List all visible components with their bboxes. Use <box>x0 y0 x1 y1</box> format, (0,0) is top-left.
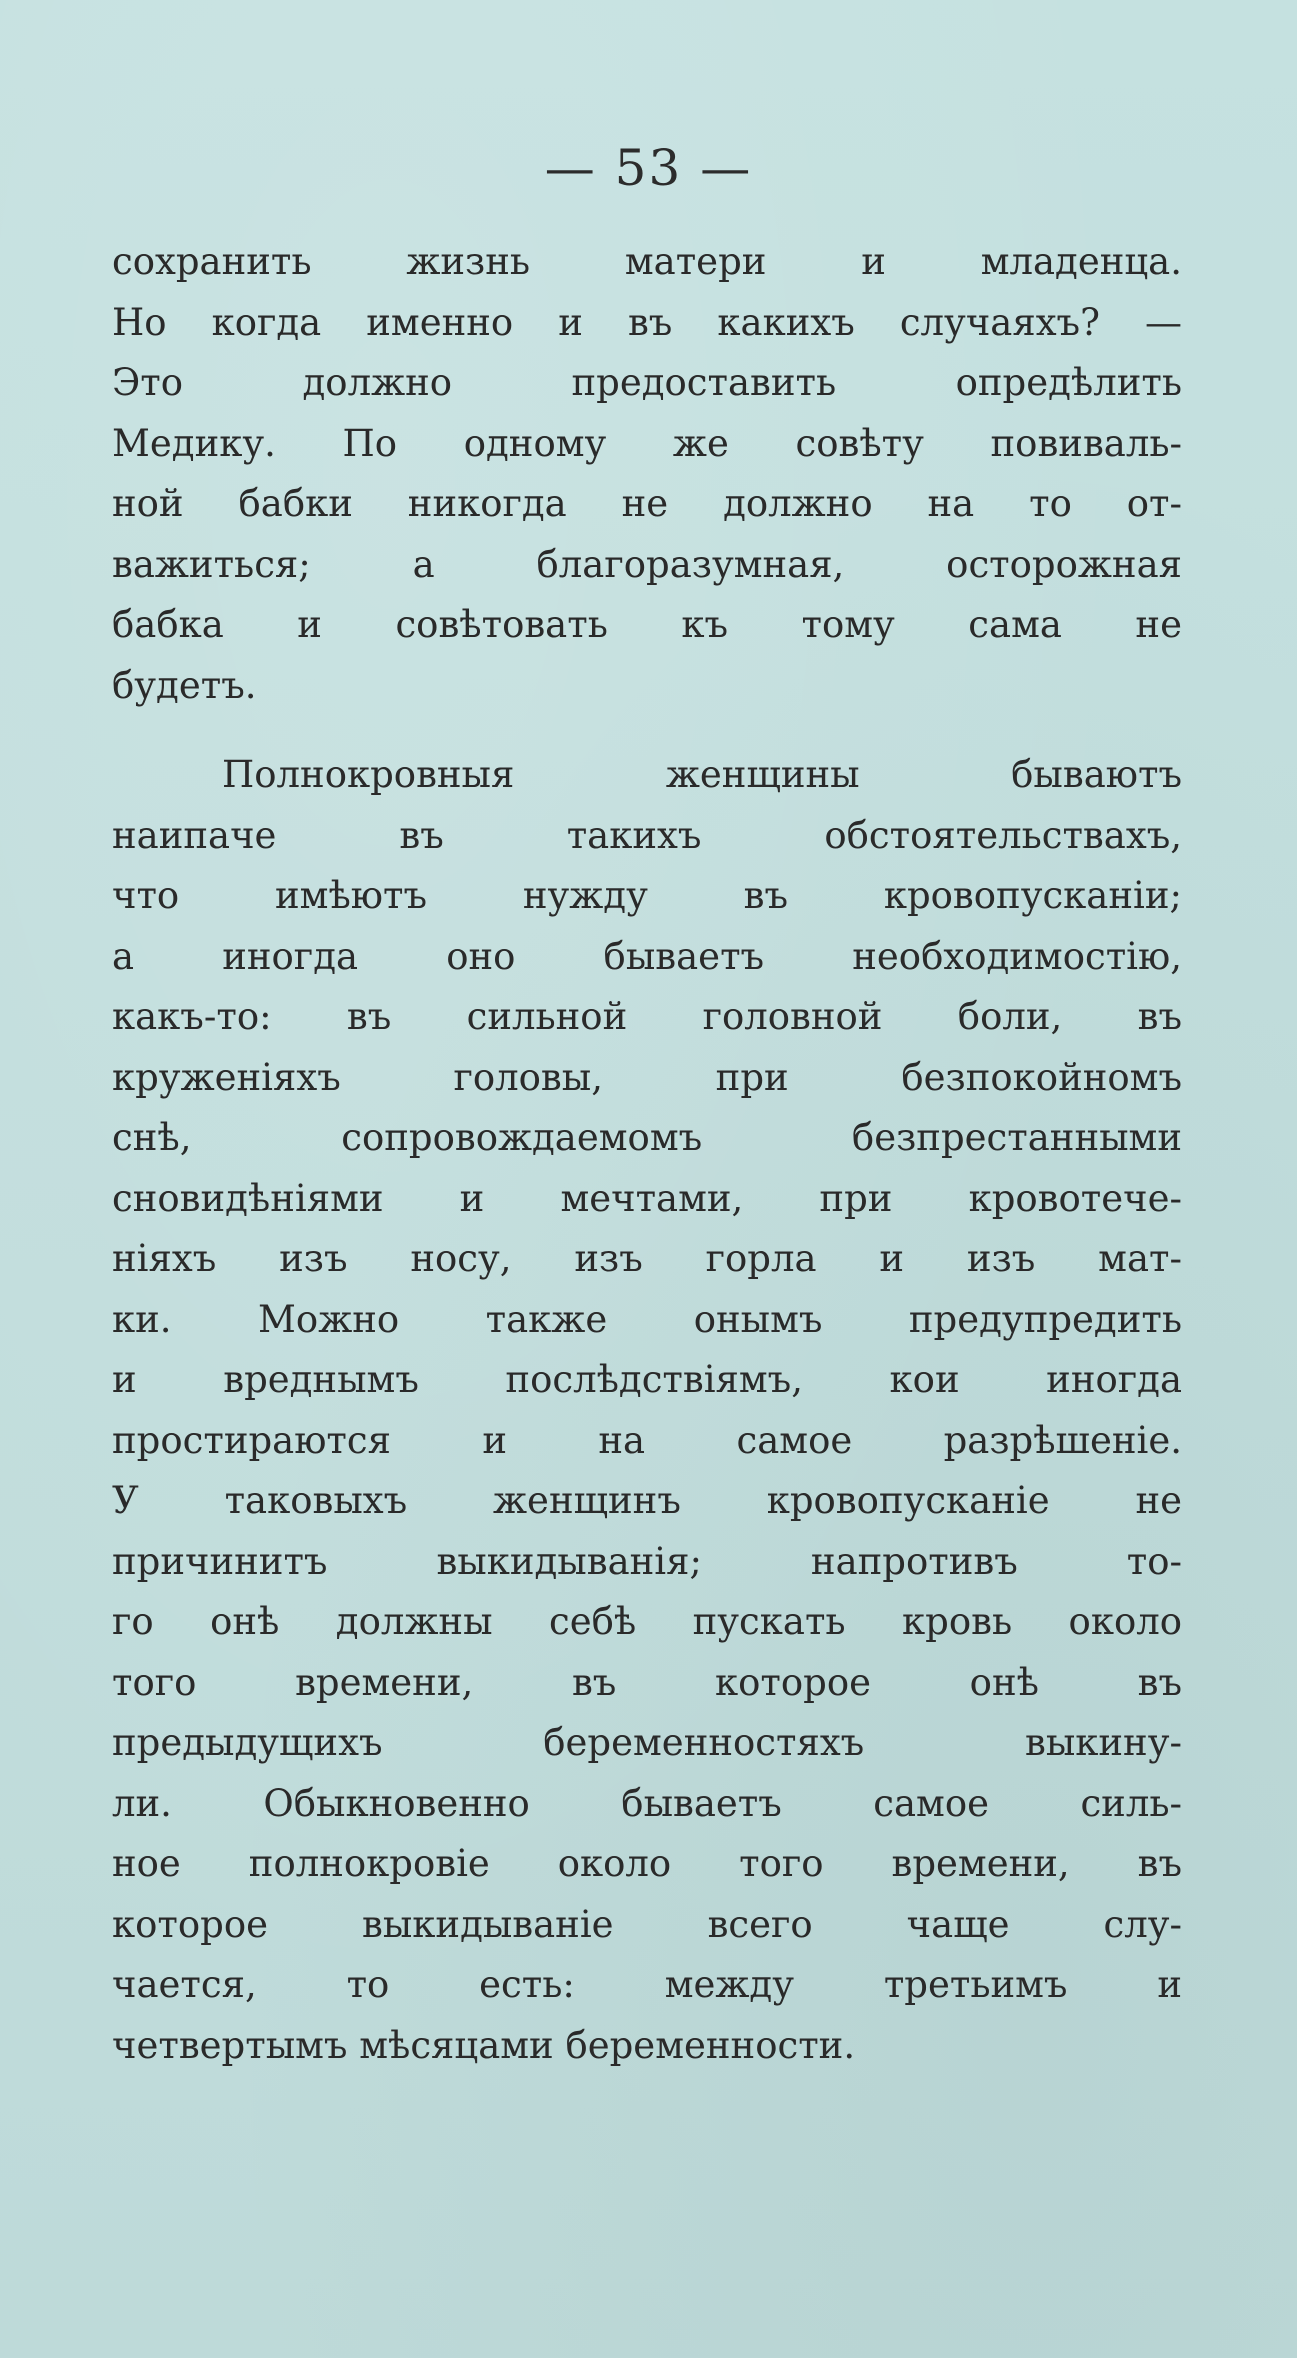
text-line: которое выкидыванiе всего чаще слу- <box>112 1902 1182 1946</box>
text-line: круженiяхъ головы, при безпокойномъ <box>112 1055 1182 1099</box>
paragraph-2 <box>112 745 1182 2076</box>
text-line: что имѣютъ нужду въ кровопусканiи; <box>112 874 1182 917</box>
text-line: чается, то есть: между третьимъ и <box>112 1963 1182 2006</box>
page-number: — 53 — <box>544 139 753 197</box>
text-line: сохранить жизнь матери и младенца. <box>112 240 1182 283</box>
text-line: ное полнокровiе около того времени, въ <box>112 1842 1182 1885</box>
text-line: ли. Обыкновенно бываетъ самое силь- <box>112 1781 1182 1825</box>
text-line: Это должно предоставить опредѣлить <box>112 361 1182 404</box>
text-line: какъ-то: въ сильной головной боли, въ <box>112 995 1182 1038</box>
text-line: будетъ. <box>112 663 257 707</box>
text-line: нiяхъ изъ носу, изъ горла и изъ мат- <box>112 1237 1182 1280</box>
text-line: простираются и на самое разрѣшенiе. <box>112 1418 1182 1462</box>
text-line: и вреднымъ послѣдствiямъ, кои иногда <box>112 1358 1182 1401</box>
text-line: причинитъ выкидыванiя; напротивъ то- <box>112 1539 1182 1583</box>
text-line: предыдущихъ беременностяхъ выкину- <box>112 1721 1182 1764</box>
text-line: ки. Можно также онымъ предупредить <box>112 1297 1182 1341</box>
text-line: ной бабки никогда не должно на то от- <box>112 482 1182 525</box>
text-line: Полнокровныя женщины бываютъ <box>222 753 1182 796</box>
text-line: бабка и совѣтовать къ тому сама не <box>112 603 1182 646</box>
text-line: го онѣ должны себѣ пускать кровь около <box>112 1600 1182 1643</box>
text-line: наипаче въ такихъ обстоятельствахъ, <box>112 813 1182 857</box>
text-line: сновидѣнiями и мечтами, при кровотече- <box>112 1176 1182 1220</box>
text-line: четвертымъ мѣсяцами беременности. <box>112 2023 856 2067</box>
text-line: снѣ, сопровождаемомъ безпрестанными <box>112 1116 1182 1159</box>
text-line: того времени, въ которое онѣ въ <box>112 1660 1182 1704</box>
paragraph-1 <box>112 232 1182 716</box>
text-line: Но когда именно и въ какихъ случаяхъ? — <box>112 300 1182 344</box>
text-line: У таковыхъ женщинъ кровопусканiе не <box>112 1479 1182 1522</box>
text-line: Медику. По одному же совѣту повиваль- <box>112 421 1182 465</box>
text-line: важиться; а благоразумная, осторожная <box>112 542 1182 586</box>
text-line: а иногда оно бываетъ необходимостiю, <box>112 934 1182 978</box>
